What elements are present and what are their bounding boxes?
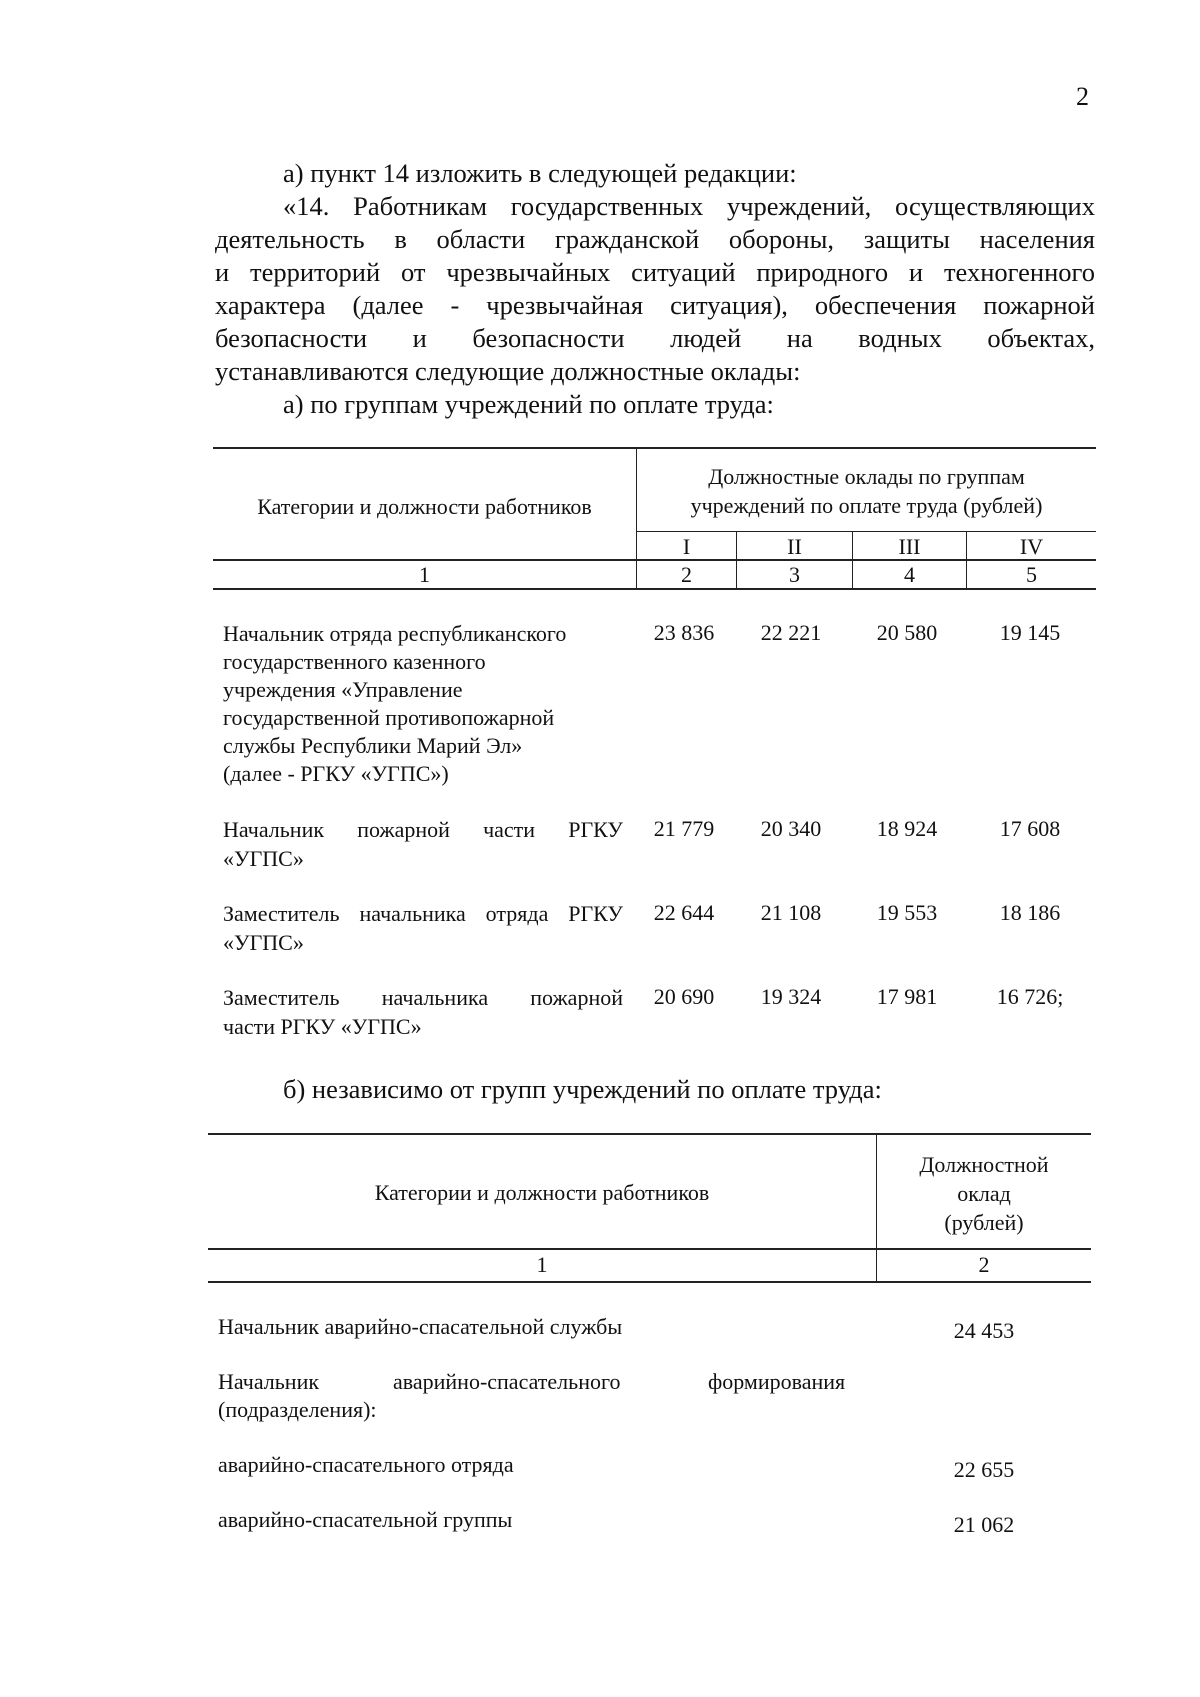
table1-group-header-line1: Должностные оклады по группам	[708, 464, 1025, 489]
row-position-line: Начальник отряда республиканского	[223, 621, 567, 646]
table1-group-header-line2: учреждений по оплате труда (рублей)	[690, 493, 1043, 518]
table2-category-header: Категории и должности работников	[374, 1180, 710, 1205]
salary-value: 21 779	[653, 816, 715, 841]
salary-value: 17 608	[999, 816, 1061, 841]
salary-value: 22 644	[653, 900, 715, 925]
table2-col-number: 2	[978, 1252, 990, 1277]
salary-value: 20 580	[876, 620, 938, 645]
table1-col-number: 4	[904, 562, 915, 587]
intro-line: а) пункт 14 изложить в следующей редакции:	[283, 158, 797, 188]
para14-line2: деятельность в области гражданской обороны, защиты населения	[215, 224, 1095, 254]
salary-value: 18 186	[999, 900, 1061, 925]
salary-value: 20 690	[653, 984, 715, 1009]
salary-value: 19 145	[999, 620, 1061, 645]
table1-col-number: 3	[789, 562, 800, 587]
row-position-line: Заместитель начальника пожарной	[223, 985, 623, 1010]
table2-salary-header-line1: Должностной	[919, 1152, 1049, 1177]
table2-numbers-rule	[208, 1281, 1091, 1283]
salary-value: 17 981	[876, 984, 938, 1009]
row-position-line: (далее - РГКУ «УГПС»)	[223, 761, 449, 786]
salary-value: 19 324	[760, 984, 822, 1009]
salary-value: 20 340	[760, 816, 822, 841]
table2-position-line2: (подразделения):	[218, 1397, 377, 1422]
subsection-a-heading: а) по группам учреждений по оплате труда:	[283, 389, 774, 419]
salary-value: 22 655	[953, 1457, 1015, 1482]
salary-value: 21 062	[953, 1512, 1015, 1537]
para14-line1: «14. Работникам государственных учреждений, осуществляющих	[283, 191, 1095, 221]
table1-category-header: Категории и должности работников	[257, 494, 592, 519]
row-position-line: государственного казенного	[223, 649, 486, 674]
table1-col-number: 1	[419, 562, 430, 587]
table2-position-part: Начальник	[218, 1369, 320, 1394]
table2-position: аварийно-спасательной группы	[218, 1507, 513, 1532]
row-position-line: учреждения «Управление	[223, 677, 463, 702]
row-position-line: «УГПС»	[223, 846, 304, 871]
row-position-line: службы Республики Марий Эл»	[223, 733, 523, 758]
row-position-line: Заместитель начальника отряда РГКУ	[223, 901, 623, 926]
table2-salary-header-line2: оклад	[957, 1181, 1011, 1206]
table1-group-label: I	[682, 534, 691, 559]
salary-value: 21 108	[760, 900, 822, 925]
table1-col-number: 5	[1026, 562, 1037, 587]
table2-position-part: формирования	[708, 1369, 846, 1394]
salary-value: 19 553	[876, 900, 938, 925]
table2-salary-header-line3: (рублей)	[944, 1210, 1024, 1235]
table1-group-label: II	[787, 534, 802, 559]
salary-value: 22 221	[760, 620, 822, 645]
subsection-b-heading: б) независимо от групп учреждений по оплате труда:	[283, 1074, 882, 1104]
table2-position-part: аварийно-спасательного	[393, 1369, 621, 1394]
table2-position: Начальник аварийно-спасательной службы	[218, 1314, 623, 1339]
salary-value: 23 836	[653, 620, 715, 645]
salary-value: 18 924	[876, 816, 938, 841]
para14-line3: и территорий от чрезвычайных ситуаций природного и техногенного	[215, 257, 1095, 287]
row-position-line: государственной противопожарной	[223, 705, 555, 730]
para14-line5: безопасности и безопасности людей на водных объектах,	[215, 323, 1095, 353]
table1-group-label: IV	[1019, 534, 1044, 559]
table2-position: аварийно-спасательного отряда	[218, 1452, 514, 1477]
table2-col-number: 1	[536, 1252, 548, 1277]
row-position-line: «УГПС»	[223, 930, 304, 955]
row-position-line: части РГКУ «УГПС»	[223, 1014, 422, 1039]
table1-top-rule	[213, 447, 1096, 449]
page-number: 2	[1076, 82, 1089, 111]
table1-group-label: III	[898, 534, 921, 559]
para14-line6: устанавливаются следующие должностные оклады:	[215, 356, 801, 386]
row-position-line: Начальник пожарной части РГКУ	[223, 817, 623, 842]
salary-value: 16 726;	[996, 984, 1064, 1009]
para14-line4: характера (далее - чрезвычайная ситуация), обеспечения пожарной	[215, 290, 1095, 320]
table2-top-rule	[208, 1133, 1091, 1135]
salary-value: 24 453	[953, 1318, 1015, 1343]
table1-col-number: 2	[681, 562, 692, 587]
